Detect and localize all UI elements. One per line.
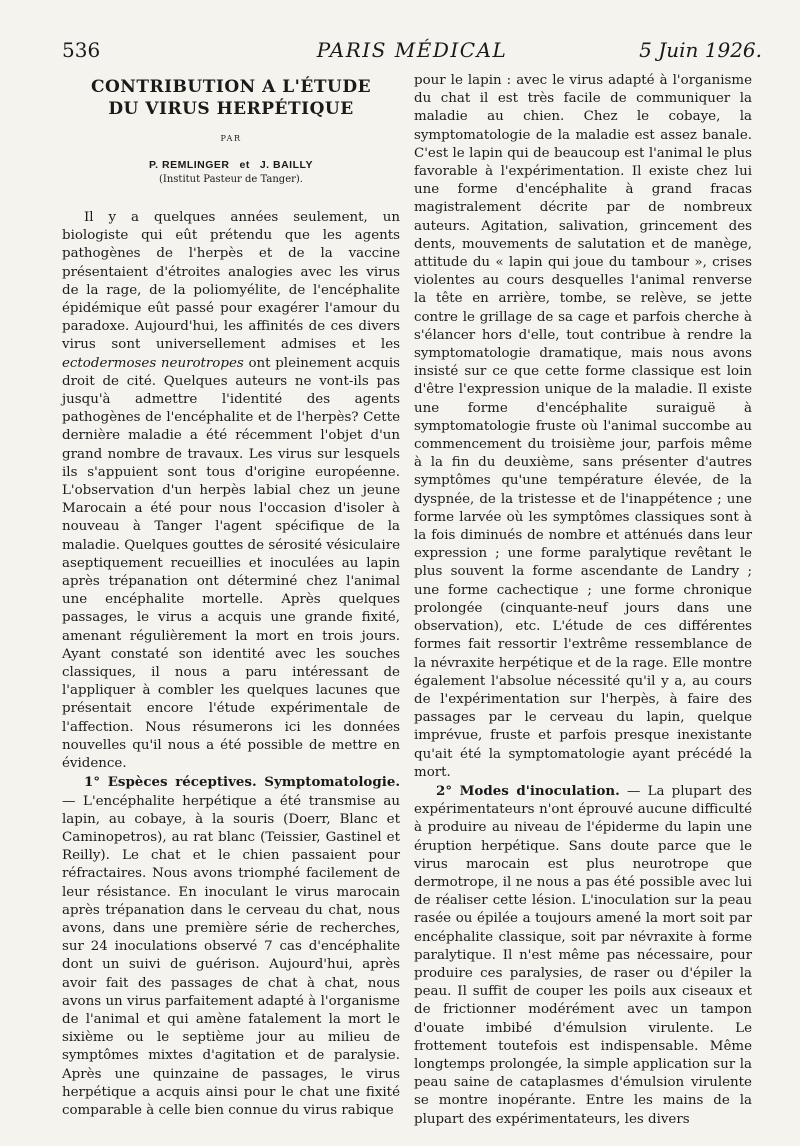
issue-date: 5 Juin 1926. [639, 38, 762, 62]
section-2-paragraph [414, 782, 752, 1129]
section-2-text: La plupart des expérimentateurs n'ont éprouvé aucune difficulté à produire au niveau de l'épiderme du lapin une éruption herpétique. Sans doute parce que le virus marocain est plus neurotrope que dermotrope, il ne nous a pas été possible avec lui de réaliser cette lésion. L'inoculation sur la peau rasée ou épilée a toujours amené la mort soit par encéphalite classique, soit par névraxite à forme paralytique. Il n'est même pas nécessaire, pour produire ces paralysies, de raser ou d'épiler la peau. Il suffit de couper les poils aux ciseaux et de frictionner modérément avec un tampon d'ouate imbibé d'émulsion virulente. Le frottement toutefois est indispensable. Même longtemps prolongée, la simple application sur la peau saine de cataplasmes d'émulsion virulente se montre inopérante. Entre les mains de la plupart des expérimentateurs, les divers [414, 783, 752, 1127]
section-1-dash: — [62, 793, 84, 809]
intro-paragraph [62, 209, 400, 773]
right-column [414, 72, 752, 1129]
title-line-2: DU VIRUS HERPÉTIQUE [108, 99, 354, 119]
section-1-continuation: pour le lapin : avec le virus adapté à l'organisme du chat il est très facile de communiquer la maladie au chien. Chez le cobaye, la symptomatologie de la maladie est assez banale. C'est le lapin qui de beaucoup est l'animal le plus favorable à l'expérimentation. Il existe chez lui une forme d'encéphalite à grand fracas magistralement décrite par de nombreux auteurs. Agitation, salivation, grincement des dents, mouvements de salutation et de manège, attitude du « lapin qui joue du tambour », crises violentes au cours desquelles l'animal renverse la tête en arrière, tombe, se relève, se jette contre le grillage de sa cage et parfois cherche à s'élancer hors d'elle, tout contribue à rendre la symptomatologie dramatique, mais nous avons insisté sur ce que cette forme classique est loin d'être l'expression unique de la maladie. Il existe une forme d'encéphalite suraiguë à symptomatologie fruste où l'animal succombe au commencement du troisième jour, parfois même à la fin du deuxième, sans présenter d'autres symptômes qu'une température élevée, de la dyspnée, de la tristesse et de l'inappétence ; une forme larvée où les symptômes classiques sont à la fois diminués de nombre et atténués dans leur expression ; une forme paralytique revêtant le plus souvent la forme ascendante de Landry ; une forme cachectique ; une forme chronique prolongée (cinquante-neuf jours dans une observation), etc. L'étude de ces différentes formes fait ressortir l'extrême ressemblance de la névraxite herpétique et de la rage. Elle montre également l'absolue nécessité qu'il y a, au cours de l'expérimentation sur l'herpès, à faire des passages par le cerveau du lapin, quelque imprévue, fruste et parfois presque inexistante qu'ait été la symptomatologie ayant précédé la mort. [414, 73, 752, 780]
by-line: PAR [220, 134, 242, 143]
article-title [62, 76, 400, 120]
intro-text-a: Il y a quelques années seulement, un biologiste qui eût prétendu que les agents pathogènes de l'herpès et de la vaccine présentaient d'étroites analogies avec les virus de la rage, de la poliomyélite, de l'encéphalite épidémique eût passé pour exagérer l'amour du paradoxe. Aujourd'hui, les affinités de ces divers virus sont universellement admises et les [62, 210, 400, 353]
running-header [62, 38, 762, 64]
page-number: 536 [62, 38, 101, 62]
author-conjunction: et [239, 159, 250, 171]
institution: (Institut Pasteur de Tanger). [159, 174, 303, 185]
title-line-1: CONTRIBUTION A L'ÉTUDE [90, 77, 372, 97]
left-column [62, 72, 400, 1120]
intro-emphasis: ectodermoses neurotropes [62, 355, 244, 371]
author-remlinger: P. REMLINGER [149, 159, 230, 171]
section-2-dash: — [619, 783, 648, 799]
section-1-heading: 1° Espèces réceptives. Symptomatologie. [84, 774, 400, 791]
intro-text-b: ont pleinement acquis droit de cité. Quelques auteurs ne vont-ils pas jusqu'à admettre l'identité des agents pathogènes de l'encéphalite et de l'herpès? Cette dernière maladie a été récemment l'objet d'un grand nombre de travaux. Les virus sur lesquels ils s'appuient sont tous d'origine européenne. L'observation d'un herpès labial chez un jeune Marocain a été pour nous l'occasion d'isoler à nouveau à Tanger l'agent spécifique de la maladie. Quelques gouttes de sérosité vésiculaire aseptiquement recueillies et inoculées au lapin après trépanation ont déterminé chez l'animal une encéphalite mortelle. Après quelques passages, le virus a acquis une grande fixité, amenant régulièrement la mort en trois jours. Ayant constaté son identité avec les souches classiques, il nous a paru intéressant de l'appliquer à combler les quelques lacunes que présentait encore l'étude expérimentale de l'affection. Nous résumerons ici les données nouvelles qu'il nous a été possible de mettre en évidence. [62, 355, 400, 772]
author-bailly: J. BAILLY [259, 159, 313, 171]
journal-name: PARIS MÉDICAL [316, 38, 508, 62]
authors [62, 159, 400, 171]
section-1-paragraph [62, 773, 400, 1120]
section-2-heading: 2° Modes d'inoculation. [436, 782, 620, 799]
section-1-text: L'encéphalite herpétique a été transmise au lapin, au cobaye, à la souris (Doerr, Blanc et Caminopetros), au rat blanc (Teissier, Gastinel et Reilly). Le chat et le chien passaient pour réfractaires. Nous avons triomphé facilement de leur résistance. En inoculant le virus marocain après trépanation dans le cerveau du chat, nous avons, dans une première série de recherches, sur 24 inoculations observé 7 cas d'encéphalite dont un suivi de guérison. Aujourd'hui, après avoir fait des passages de chat à chat, nous avons un virus parfaitement adapté à l'organisme de l'animal et qui amène fatalement la mort le sixième ou le septième jour au milieu de symptômes mixtes d'agitation et de paralysie. Après une quinzaine de passages, le virus herpétique a acquis ainsi pour le chat une fixité comparable à celle bien connue du virus rabique [62, 793, 400, 1118]
